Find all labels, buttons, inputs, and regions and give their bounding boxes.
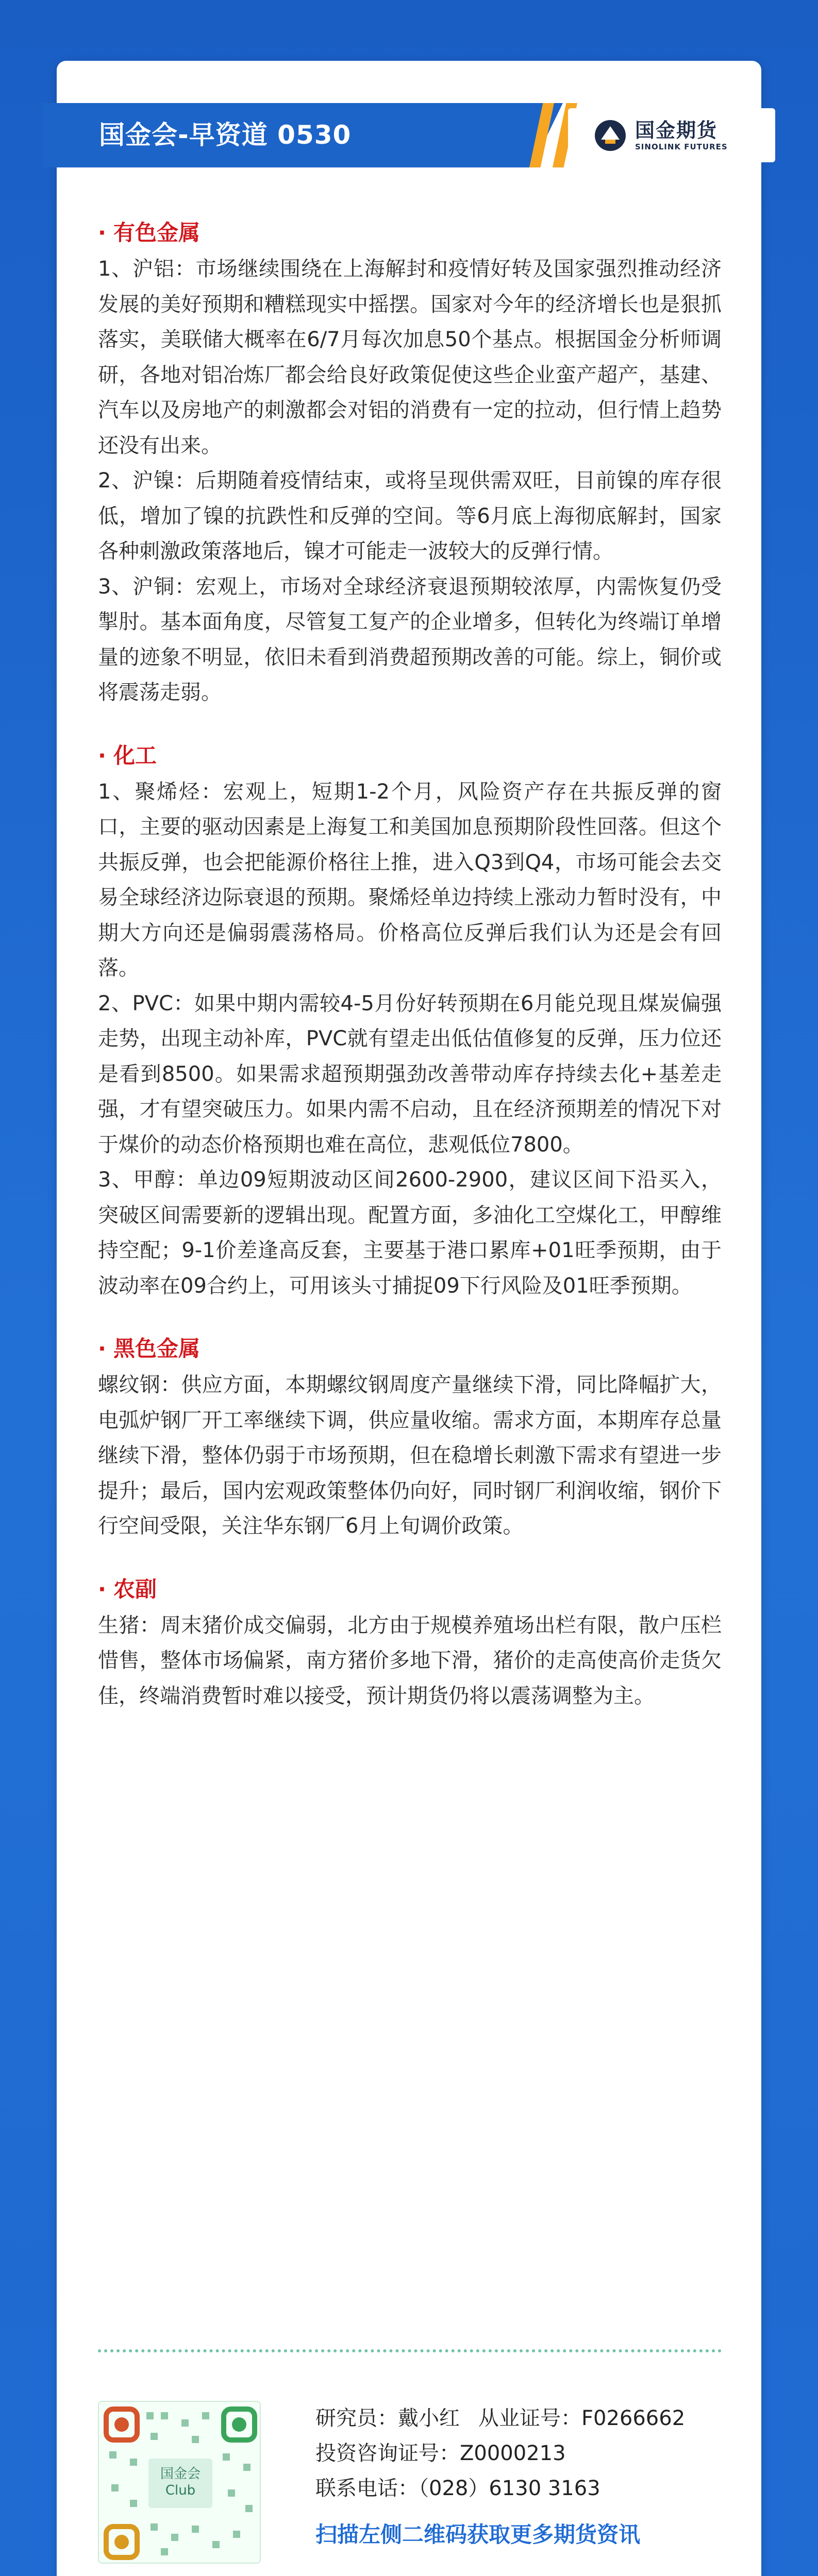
- section-title: · 化工: [98, 742, 157, 768]
- section-nonferrous: [98, 216, 722, 710]
- advisory-license: 投资咨询证号：Z0000213: [315, 2442, 566, 2465]
- contact-info: [315, 2401, 728, 2552]
- brand-logo: [568, 108, 775, 162]
- paragraph: 3、甲醇：单边09短期波动区间2600-2900，建议区间下沿买入，突破区间需要新的逻辑出现。配置方面，多油化工空煤化工，甲醇维持空配；9-1价差逢高反套，主要基于港口累库+01旺季预期，由于波动率在09合约上，可用该头寸捕捉09下行风险及01旺季预期。: [98, 1168, 722, 1298]
- license-number: 从业证号：F0266662: [478, 2406, 686, 2430]
- logo-mark-icon: [594, 119, 627, 152]
- logo-text-cn: 国金期货: [635, 118, 718, 142]
- header: [42, 103, 775, 167]
- page-title: 国金会-早资道 0530: [99, 120, 352, 150]
- paragraph: 螺纹钢：供应方面，本期螺纹钢周度产量继续下滑，同比降幅扩大，电弧炉钢厂开工率继续下调，供应量收缩。需求方面，本期库存总量继续下滑，整体仍弱于市场预期，但在稳增长刺激下需求有望进一步提升；最后，国内宏观政策整体仍向好，同时钢厂利润收缩，钢价下行空间受限，关注华东钢厂6月上旬调价政策。: [98, 1373, 722, 1538]
- section-title: · 有色金属: [98, 220, 201, 245]
- contact-phone: 联系电话：（028）6130 3163: [315, 2477, 600, 2500]
- qr-label: 国金会 Club: [148, 2459, 212, 2508]
- dotted-divider: [98, 2349, 722, 2352]
- paragraph: 2、沪镍：后期随着疫情结束，或将呈现供需双旺，目前镍的库存很低，增加了镍的抗跌性和反弹的空间。等6月底上海彻底解封，国家各种刺激政策落地后，镍才可能走一波较大的反弹行情。: [98, 469, 722, 563]
- section-chemical: [98, 739, 722, 1304]
- paragraph: 1、聚烯烃：宏观上，短期1-2个月，风险资产存在共振反弹的窗口，主要的驱动因素是上海复工和美国加息预期阶段性回落。但这个共振反弹，也会把能源价格往上推，进入Q3到Q4，市场可能会去交易全球经济边际衰退的预期。聚烯烃单边持续上涨动力暂时没有，中期大方向还是偏弱震荡格局。价格高位反弹后我们认为还是会有回落。: [98, 779, 722, 980]
- paragraph: 1、沪铝：市场继续围绕在上海解封和疫情好转及国家强烈推动经济发展的美好预期和糟糕现实中摇摆。国家对今年的经济增长也是狠抓落实，美联储大概率在6/7月每次加息50个基点。根据国金分析师调研，各地对铝冶炼厂都会给良好政策促使这些企业蛮产超产，基建、汽车以及房地产的刺激都会对铝的消费有一定的拉动，但行情上趋势还没有出来。: [98, 257, 722, 457]
- paragraph: 生猪：周末猪价成交偏弱，北方由于规模养殖场出栏有限，散户压栏惜售，整体市场偏紧，南方猪价多地下滑，猪价的走高使高价走货欠佳，终端消费暂时难以接受，预计期货仍将以震荡调整为主。: [98, 1613, 722, 1708]
- paragraph: 2、PVC：如果中期内需较4-5月份好转预期在6月能兑现且煤炭偏强走势，出现主动补库，PVC就有望走出低估值修复的反弹，压力位还是看到8500。如果需求超预期强劲改善带动库存持续去化+基差走强，才有望突破压力。如果内需不启动，且在经济预期差的情况下对于煤价的动态价格预期也难在高位，悲观低位7800。: [98, 991, 722, 1157]
- section-title: · 黑色金属: [98, 1336, 201, 1361]
- paragraph: 3、沪铜：宏观上，市场对全球经济衰退预期较浓厚，内需恢复仍受掣肘。基本面角度，尽管复工复产的企业增多，但转化为终端订单增量的迹象不明显，依旧未看到消费超预期改善的可能。综上，铜价或将震荡走弱。: [98, 574, 722, 704]
- qr-code[interactable]: [98, 2401, 261, 2564]
- scan-qr-prompt: 扫描左侧二维码获取更多期货资讯: [315, 2522, 641, 2547]
- logo-text-en: SINOLINK FUTURES: [635, 142, 728, 151]
- section-title: · 农副: [98, 1576, 157, 1602]
- researcher-name: 研究员：戴小红: [315, 2406, 460, 2430]
- section-ferrous: [98, 1332, 722, 1544]
- report-content: [98, 216, 722, 1742]
- section-agri: [98, 1573, 722, 1714]
